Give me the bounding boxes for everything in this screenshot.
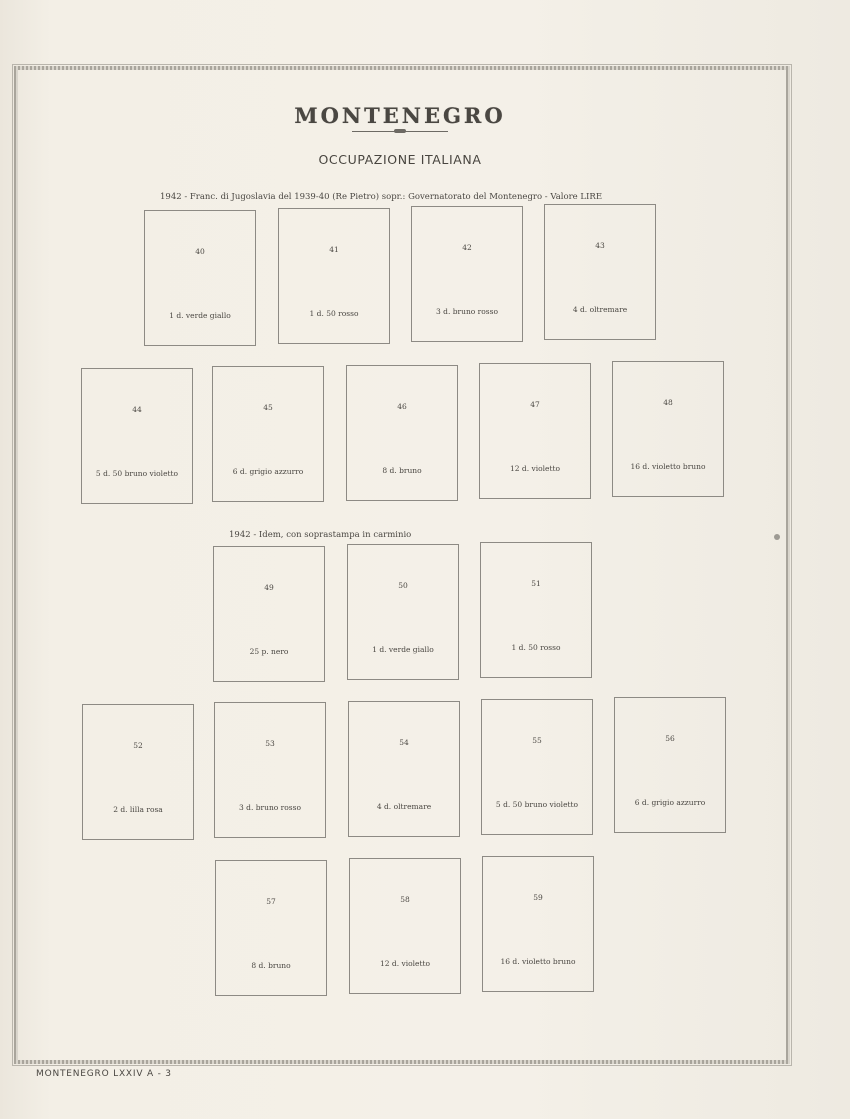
stamp-number: 45 [263,403,273,412]
page-title: MONTENEGRO [294,103,506,128]
stamp-description: 3 d. bruno rosso [239,803,301,812]
stamp-number: 44 [132,405,142,414]
stamp-description: 1 d. 50 rosso [309,309,359,318]
stamp-description: 1 d. verde giallo [372,645,434,654]
title-ornament [394,129,406,133]
stamp-number: 48 [663,398,673,407]
stamp-number: 40 [195,247,205,256]
stamp-slot [215,860,327,996]
stamp-number: 55 [532,736,542,745]
stamp-description: 1 d. 50 rosso [511,643,561,652]
stamp-slot [614,697,726,833]
stamp-description: 4 d. oltremare [572,305,628,314]
stamp-description: 2 d. lilla rosa [113,805,163,814]
stamp-description: 8 d. bruno [251,961,291,970]
stamp-number: 46 [397,402,407,411]
stamp-description: 3 d. bruno rosso [436,307,498,316]
stamp-description: 12 d. violetto [509,464,561,473]
stamp-slot [346,365,458,501]
stamp-number: 52 [133,741,143,750]
stamp-slot [347,544,459,680]
stamp-slot [213,546,325,682]
stamp-description: 6 d. grigio azzurro [232,467,304,476]
stamp-slot [482,856,594,992]
stamp-slot [348,701,460,837]
stamp-description: 8 d. bruno [382,466,422,475]
stamp-number: 51 [531,579,541,588]
stamp-number: 43 [595,241,605,250]
stamp-description: 16 d. violetto bruno [630,462,706,471]
page-subtitle: OCCUPAZIONE ITALIANA [318,152,482,167]
stamp-description: 25 p. nero [249,647,289,656]
binder-hole [774,534,780,540]
stamp-description: 5 d. 50 bruno violetto [95,469,179,478]
series-heading-1: 1942 - Franc. di Jugoslavia del 1939-40 (Re Pietro) sopr.: Governatorato del Montenegro - Valore LIRE [160,192,603,202]
stamp-slot [544,204,656,340]
stamp-number: 56 [665,734,675,743]
stamp-number: 47 [530,400,540,409]
stamp-number: 54 [399,738,409,747]
stamp-slot [144,210,256,346]
page-footer: MONTENEGRO LXXIV A - 3 [36,1069,172,1079]
stamp-slot [82,704,194,840]
stamp-slot [411,206,523,342]
stamp-slot [612,361,724,497]
stamp-slot [278,208,390,344]
stamp-description: 12 d. violetto [379,959,431,968]
stamp-description: 5 d. 50 bruno violetto [495,800,579,809]
stamp-description: 1 d. verde giallo [169,311,231,320]
series-heading-2: 1942 - Idem, con soprastampa in carminio [229,530,412,540]
stamp-number: 49 [264,583,274,592]
stamp-description: 4 d. oltremare [376,802,432,811]
stamp-slot [481,699,593,835]
stamp-number: 59 [533,893,543,902]
stamp-number: 50 [398,581,408,590]
stamp-number: 42 [462,243,472,252]
stamp-slot [214,702,326,838]
stamp-description: 6 d. grigio azzurro [634,798,706,807]
stamp-slot [349,858,461,994]
stamp-slot [212,366,324,502]
stamp-number: 41 [329,245,339,254]
stamp-number: 53 [265,739,275,748]
stamp-number: 57 [266,897,276,906]
stamp-slot [479,363,591,499]
stamp-slot [81,368,193,504]
stamp-number: 58 [400,895,410,904]
stamp-slot [480,542,592,678]
stamp-description: 16 d. violetto bruno [500,957,576,966]
